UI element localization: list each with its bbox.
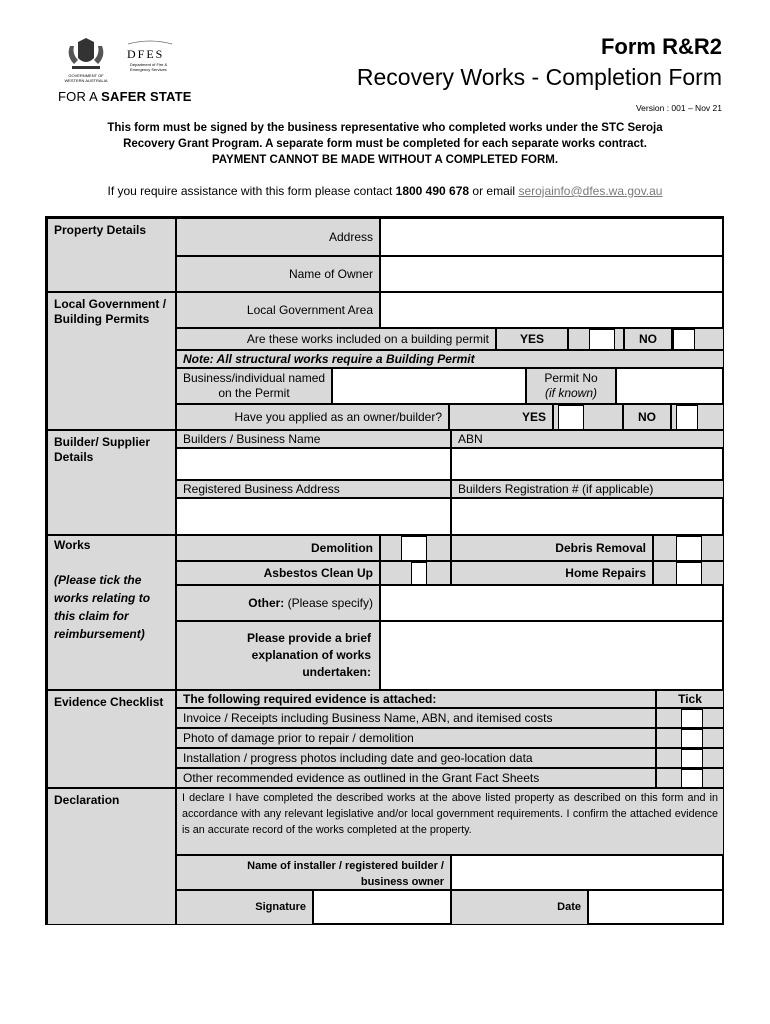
debris-label: Debris Removal [451,535,653,561]
lga-label: Local Government Area [176,292,380,328]
business-named-label: Business/individual named on the Permit [176,368,332,404]
asbestos-cell [380,561,451,585]
declaration-text: I declare I have completed the described works at the above listed property as described on this form and in accordance with any relevant legislative and/or local government requirements. I confirm the attached evidence is an accurate record of the works completed at the property. [176,788,724,855]
permit-no-label: NO [624,328,672,350]
evidence-checkbox-damage-photo[interactable] [681,729,703,748]
evidence-item: Installation / progress photos including date and geo-location data [176,748,656,768]
permit-question: Are these works included on a building permit [176,328,496,350]
evidence-tick-cell [656,708,724,728]
evidence-checkbox-invoice[interactable] [681,709,703,728]
abn-field[interactable] [451,448,724,480]
abn-label: ABN [451,430,724,448]
intro-instructions: This form must be signed by the business representative who completed works under the STC Seroja Recovery Grant Program. A separate form must be completed for each separate works contract. PAYMENT CANNOT BE MADE WITHOUT A COMPLETED FORM. [107,122,663,166]
address-field[interactable] [380,218,724,256]
lga-field[interactable] [380,292,724,328]
owner-builder-yes-checkbox[interactable] [558,405,584,430]
demolition-cell [380,535,451,561]
business-name-field[interactable] [176,448,451,480]
demolition-label: Demolition [176,535,380,561]
permit-no-cell [672,328,724,350]
section-builder-details: Builder/ Supplier Details [47,430,176,535]
evidence-tick-header: Tick [656,690,724,708]
evidence-tick-cell [656,748,724,768]
home-repairs-checkbox[interactable] [676,562,702,585]
debris-cell [653,535,724,561]
installer-name-field[interactable] [451,855,724,890]
section-local-government: Local Government / Building Permits [47,292,176,430]
evidence-item: Other recommended evidence as outlined in the Grant Fact Sheets [176,768,656,788]
contact-phone: 1800 490 678 [395,184,470,198]
works-hint: (Please tick the works relating to this claim for reimbursement) [54,573,151,641]
owner-builder-no-cell [671,404,724,430]
asbestos-label: Asbestos Clean Up [176,561,380,585]
permit-yes-checkbox[interactable] [589,329,615,350]
owner-label: Name of Owner [176,256,380,292]
reg-address-label: Registered Business Address [176,480,451,498]
evidence-item: Photo of damage prior to repair / demolition [176,728,656,748]
business-name-label: Builders / Business Name [176,430,451,448]
crest-caption: GOVERNMENT OF WESTERN AUSTRALIA [64,73,108,83]
date-field[interactable] [588,890,724,925]
evidence-tick-cell [656,728,724,748]
section-property-details: Property Details [47,218,176,292]
evidence-item: Invoice / Receipts including Business Name, ABN, and itemised costs [176,708,656,728]
permit-yes-cell [568,328,624,350]
contact-email-link[interactable]: serojainfo@dfes.wa.gov.au [518,184,663,198]
reg-number-field[interactable] [451,498,724,535]
signature-field[interactable] [313,890,451,925]
other-label: Other: (Please specify) [176,585,380,621]
permit-no-checkbox[interactable] [673,329,695,350]
business-named-field[interactable] [332,368,526,404]
signature-label: Signature [176,890,313,925]
owner-builder-no-label: NO [623,404,671,430]
other-field[interactable] [380,585,724,621]
reg-number-label: Builders Registration # (if applicable) [451,480,724,498]
section-works: Works (Please tick the works relating to this claim for reimbursement) [47,535,176,690]
installer-name-label: Name of installer / registered builder / business owner [176,855,451,890]
section-declaration: Declaration [47,788,176,925]
owner-builder-yes-cell [553,404,623,430]
owner-builder-yes-label: YES [449,404,553,430]
evidence-tick-cell [656,768,724,788]
date-label: Date [451,890,588,925]
contact-line: If you require assistance with this form please contact 1800 490 678 or email serojainfo@dfes.wa.gov.au [107,184,663,198]
asbestos-checkbox[interactable] [411,562,427,585]
debris-checkbox[interactable] [676,536,702,561]
address-label: Address [176,218,380,256]
completion-form [45,216,724,925]
permit-no-text-label: Permit No (if known) [526,368,616,404]
reg-address-field[interactable] [176,498,451,535]
demolition-checkbox[interactable] [401,536,427,561]
home-repairs-cell [653,561,724,585]
dfes-wordmark: DFES [127,47,165,61]
explanation-field[interactable] [380,621,724,690]
home-repairs-label: Home Repairs [451,561,653,585]
tagline: FOR A SAFER STATE [58,89,192,104]
permit-yes-label: YES [496,328,568,350]
evidence-checkbox-progress-photos[interactable] [681,749,703,768]
permit-number-field[interactable] [616,368,724,404]
form-code: Form R&R2 [600,34,722,59]
evidence-checkbox-other[interactable] [681,769,703,788]
explanation-label: Please provide a brief explanation of works undertaken: [176,621,380,690]
owner-builder-no-checkbox[interactable] [676,405,698,430]
section-evidence: Evidence Checklist [47,690,176,788]
form-title: Recovery Works - Completion Form [356,64,722,90]
evidence-heading: The following required evidence is attached: [176,690,656,708]
permit-note: Note: All structural works require a Building Permit [176,350,724,368]
owner-field[interactable] [380,256,724,292]
dfes-subtitle: Department of Fire & Emergency Services [130,62,168,72]
owner-builder-question: Have you applied as an owner/builder? [176,404,449,430]
version-label: Version : 001 – Nov 21 [635,103,722,113]
